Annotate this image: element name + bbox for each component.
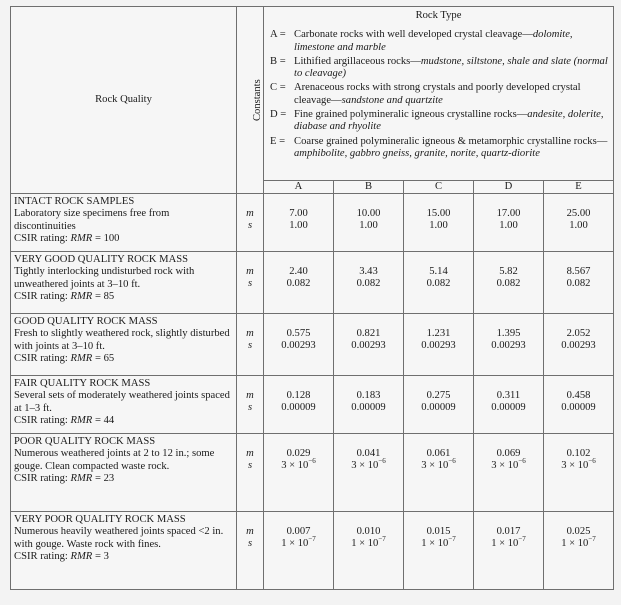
s-value-base: 1 × 10 — [421, 538, 449, 550]
quality-row — [11, 376, 614, 434]
quality-description: Fresh to slightly weathered rock, slightly disturbed with joints at 3–10 ft. — [14, 328, 230, 352]
rock-type-description — [294, 136, 609, 161]
value-cell — [334, 376, 404, 434]
rmr-value: = 44 — [94, 414, 115, 426]
rock-type-item — [268, 56, 609, 81]
quality-title: GOOD QUALITY ROCK MASS — [14, 316, 158, 327]
s-value — [544, 340, 613, 352]
m-label: m — [246, 448, 254, 459]
m-value: 15.00 — [426, 208, 451, 219]
m-value: 25.00 — [566, 208, 591, 219]
s-value — [404, 220, 473, 232]
quality-title: FAIR QUALITY ROCK MASS — [14, 378, 151, 389]
value-cell — [264, 194, 334, 252]
rmr-label: RMR — [70, 232, 93, 244]
constants-header-label: Constants — [251, 79, 263, 121]
rock-constants-table — [10, 6, 614, 590]
m-value: 0.007 — [286, 526, 311, 537]
rock-type-item — [268, 109, 609, 134]
rmr-label: RMR — [70, 472, 93, 484]
constants-cell — [237, 252, 264, 314]
csir-rating-label: CSIR rating: — [14, 472, 68, 484]
rock-type-letter: C = — [270, 82, 286, 94]
value-cell — [544, 252, 614, 314]
value-cell — [334, 194, 404, 252]
rmr-label: RMR — [70, 414, 93, 426]
csir-rating-label: CSIR rating: — [14, 352, 68, 364]
m-value: 0.821 — [356, 328, 381, 339]
m-value: 0.275 — [426, 390, 451, 401]
s-value-base: 3 × 10 — [491, 460, 519, 472]
rock-type-examples: sandstone and quartzite — [341, 94, 443, 106]
m-label: m — [246, 328, 254, 339]
rock-type-examples: dolomite, limestone and marble — [294, 29, 573, 53]
rock-type-examples: mudstone, siltstone, shale and slate (normal to cleavage) — [294, 55, 608, 80]
rock-type-legend — [268, 29, 609, 160]
s-value-exponent: −6 — [588, 456, 596, 465]
s-value — [334, 220, 403, 232]
s-label: s — [247, 538, 253, 550]
s-value-base: 3 × 10 — [561, 460, 589, 472]
m-value: 8.567 — [566, 266, 591, 277]
s-value-base: 1 × 10 — [491, 538, 519, 550]
s-value — [474, 278, 543, 290]
m-value: 0.017 — [496, 526, 521, 537]
s-value-base: 0.00293 — [561, 340, 596, 352]
m-value: 7.00 — [289, 208, 308, 219]
rock-type-examples: amphibolite, gabbro gneiss, granite, norite, quartz-diorite — [294, 147, 540, 159]
m-value: 10.00 — [356, 208, 381, 219]
rock-type-desc-text: Lithified argillaceous rocks— — [294, 55, 421, 67]
s-value — [404, 402, 473, 414]
s-value — [264, 278, 333, 290]
quality-description: Several sets of moderately weathered joints spaced at 1–3 ft. — [14, 390, 230, 414]
s-value-base: 0.00009 — [491, 402, 526, 414]
quality-row — [11, 512, 614, 590]
s-value — [544, 402, 613, 414]
column-letter: D — [474, 180, 544, 193]
value-cell — [334, 314, 404, 376]
quality-row — [11, 314, 614, 376]
value-cell — [474, 194, 544, 252]
constants-cell — [237, 434, 264, 512]
value-cell — [474, 512, 544, 590]
s-value-base: 1 × 10 — [281, 538, 309, 550]
m-value: 17.00 — [496, 208, 521, 219]
s-value-exponent: −7 — [378, 534, 386, 543]
s-value-base: 1.00 — [569, 220, 588, 232]
value-cell — [404, 314, 474, 376]
s-value-base: 0.00293 — [421, 340, 456, 352]
value-cell — [474, 314, 544, 376]
value-cell — [404, 194, 474, 252]
s-value-base: 0.082 — [496, 278, 521, 290]
s-label: s — [247, 278, 253, 290]
s-value-base: 1.00 — [289, 220, 308, 232]
rock-type-letter: A = — [270, 29, 286, 41]
rock-type-desc-text: Fine grained polymineralic igneous crystalline rocks— — [294, 109, 528, 121]
s-value — [404, 456, 473, 472]
s-value-base: 1 × 10 — [561, 538, 589, 550]
s-value-base: 0.00293 — [491, 340, 526, 352]
s-value — [404, 340, 473, 352]
s-value-exponent: −6 — [518, 456, 526, 465]
s-value — [404, 278, 473, 290]
s-value — [404, 534, 473, 550]
rmr-value: = 85 — [94, 290, 115, 302]
m-label: m — [246, 526, 254, 537]
rock-type-desc-text: Coarse grained polymineralic igneous & metamorphic crystalline rocks— — [294, 135, 608, 147]
s-value-base: 0.082 — [286, 278, 311, 290]
rock-type-item — [268, 136, 609, 161]
s-value-exponent: −6 — [308, 456, 316, 465]
s-value-exponent: −7 — [588, 534, 596, 543]
s-value — [334, 278, 403, 290]
m-value: 2.40 — [289, 266, 308, 277]
rock-type-letter: E = — [270, 135, 286, 147]
constants-cell — [237, 314, 264, 376]
value-cell — [544, 434, 614, 512]
csir-rating-label: CSIR rating: — [14, 414, 68, 426]
value-cell — [264, 376, 334, 434]
csir-rating — [14, 415, 232, 427]
rock-quality-cell — [11, 376, 237, 434]
rmr-value: = 23 — [94, 472, 115, 484]
value-cell — [544, 314, 614, 376]
m-value: 0.015 — [426, 526, 451, 537]
rock-type-title: Rock Type — [415, 10, 462, 21]
s-value-base: 0.082 — [356, 278, 381, 290]
s-value-exponent: −6 — [448, 456, 456, 465]
s-label: s — [247, 220, 253, 232]
rock-quality-header: Rock Quality — [11, 7, 237, 194]
s-value-base: 3 × 10 — [421, 460, 449, 472]
rock-type-item — [268, 82, 609, 107]
m-value: 5.82 — [499, 266, 518, 277]
quality-row — [11, 252, 614, 314]
m-value: 1.395 — [496, 328, 521, 339]
rock-quality-cell — [11, 314, 237, 376]
rock-type-letter: D = — [270, 109, 287, 121]
column-letter: E — [544, 180, 614, 193]
s-value — [544, 456, 613, 472]
csir-rating — [14, 551, 232, 563]
m-value: 0.311 — [496, 390, 521, 401]
value-cell — [544, 376, 614, 434]
m-value: 0.025 — [566, 526, 591, 537]
s-value — [474, 220, 543, 232]
csir-rating-label: CSIR rating: — [14, 290, 68, 302]
s-value — [334, 402, 403, 414]
s-value — [334, 456, 403, 472]
s-label: s — [247, 402, 253, 414]
value-cell — [474, 252, 544, 314]
value-cell — [474, 434, 544, 512]
rock-quality-cell — [11, 434, 237, 512]
m-value: 0.061 — [426, 448, 451, 459]
s-value — [264, 340, 333, 352]
rmr-label: RMR — [70, 290, 93, 302]
s-value-exponent: −7 — [448, 534, 456, 543]
value-cell — [264, 252, 334, 314]
value-cell — [334, 512, 404, 590]
value-cell — [544, 512, 614, 590]
m-value: 0.575 — [286, 328, 311, 339]
quality-title: VERY GOOD QUALITY ROCK MASS — [14, 254, 189, 265]
s-value-exponent: −7 — [518, 534, 526, 543]
rock-type-description — [294, 29, 609, 54]
quality-row — [11, 434, 614, 512]
value-cell — [404, 434, 474, 512]
value-cell — [474, 376, 544, 434]
constants-cell — [237, 512, 264, 590]
s-value-base: 0.00293 — [281, 340, 316, 352]
m-label: m — [246, 390, 254, 401]
m-value: 1.231 — [426, 328, 451, 339]
quality-description: Numerous weathered joints at 2 to 12 in.; some gouge. Clean compacted waste rock. — [14, 448, 215, 472]
s-value-base: 0.00009 — [351, 402, 386, 414]
rmr-label: RMR — [70, 550, 93, 562]
s-value — [334, 534, 403, 550]
constants-cell — [237, 376, 264, 434]
rock-type-desc-text: Carbonate rocks with well developed crystal cleavage— — [294, 29, 533, 41]
value-cell — [544, 194, 614, 252]
value-cell — [264, 434, 334, 512]
quality-description: Tightly interlocking undisturbed rock with unweathered joints at 3–10 ft. — [14, 266, 195, 290]
rock-type-description — [294, 82, 609, 107]
csir-rating — [14, 291, 232, 303]
value-cell — [264, 314, 334, 376]
m-value: 0.102 — [566, 448, 591, 459]
m-value: 0.458 — [566, 390, 591, 401]
s-value-base: 0.00009 — [561, 402, 596, 414]
rock-type-header — [264, 7, 614, 181]
s-value-base: 1.00 — [429, 220, 448, 232]
m-value: 5.14 — [429, 266, 448, 277]
s-value-base: 0.082 — [566, 278, 591, 290]
s-value-base: 3 × 10 — [281, 460, 309, 472]
rock-quality-cell — [11, 194, 237, 252]
constants-header — [237, 7, 264, 194]
s-value-base: 0.00009 — [281, 402, 316, 414]
s-value — [334, 340, 403, 352]
s-value-base: 0.00293 — [351, 340, 386, 352]
rmr-value: = 65 — [94, 352, 115, 364]
s-value — [544, 534, 613, 550]
m-value: 0.069 — [496, 448, 521, 459]
s-value-base: 1.00 — [359, 220, 378, 232]
s-value — [264, 456, 333, 472]
column-letter: C — [404, 180, 474, 193]
m-value: 0.128 — [286, 390, 311, 401]
s-value-base: 0.00009 — [421, 402, 456, 414]
value-cell — [404, 376, 474, 434]
m-value: 0.010 — [356, 526, 381, 537]
m-value: 0.041 — [356, 448, 381, 459]
s-value — [264, 534, 333, 550]
s-value — [544, 220, 613, 232]
s-value-base: 1.00 — [499, 220, 518, 232]
s-value-exponent: −7 — [308, 534, 316, 543]
s-value — [474, 456, 543, 472]
m-value: 3.43 — [359, 266, 378, 277]
s-value — [264, 402, 333, 414]
value-cell — [264, 512, 334, 590]
s-value — [474, 534, 543, 550]
m-label: m — [246, 208, 254, 219]
column-letter: A — [264, 180, 334, 193]
rmr-value: = 3 — [94, 550, 109, 562]
m-value: 2.052 — [566, 328, 591, 339]
constants-cell — [237, 194, 264, 252]
s-value — [474, 402, 543, 414]
value-cell — [404, 252, 474, 314]
value-cell — [334, 434, 404, 512]
s-value — [264, 220, 333, 232]
column-letter: B — [334, 180, 404, 193]
quality-title: INTACT ROCK SAMPLES — [14, 196, 135, 207]
s-value-exponent: −6 — [378, 456, 386, 465]
quality-description: Laboratory size specimens free from discontinuities — [14, 208, 170, 232]
s-value — [474, 340, 543, 352]
rmr-value: = 100 — [94, 232, 120, 244]
s-value-base: 1 × 10 — [351, 538, 379, 550]
rock-type-description — [294, 109, 609, 134]
rock-type-examples: andesite, dolerite, diabase and rhyolite — [294, 109, 604, 133]
rock-quality-cell — [11, 512, 237, 590]
quality-title: VERY POOR QUALITY ROCK MASS — [14, 514, 186, 525]
s-value — [544, 278, 613, 290]
quality-row — [11, 194, 614, 252]
csir-rating-label: CSIR rating: — [14, 232, 68, 244]
rock-type-description — [294, 56, 609, 81]
s-label: s — [247, 340, 253, 352]
quality-description: Numerous heavily weathered joints spaced <2 in. with gouge. Waste rock with fines. — [14, 526, 224, 550]
s-label: s — [247, 460, 253, 472]
m-value: 0.029 — [286, 448, 311, 459]
quality-title: POOR QUALITY ROCK MASS — [14, 436, 156, 447]
header-row — [11, 7, 614, 181]
csir-rating — [14, 233, 232, 245]
csir-rating — [14, 473, 232, 485]
rock-type-item — [268, 29, 609, 54]
rock-quality-cell — [11, 252, 237, 314]
rmr-label: RMR — [70, 352, 93, 364]
s-value-base: 3 × 10 — [351, 460, 379, 472]
rock-type-letter: B = — [270, 55, 286, 67]
m-value: 0.183 — [356, 390, 381, 401]
value-cell — [404, 512, 474, 590]
value-cell — [334, 252, 404, 314]
m-label: m — [246, 266, 254, 277]
rock-type-desc-text: Arenaceous rocks with strong crystals and poorly developed crystal cleavage— — [294, 82, 581, 106]
s-value-base: 0.082 — [426, 278, 451, 290]
csir-rating-label: CSIR rating: — [14, 550, 68, 562]
csir-rating — [14, 353, 232, 365]
